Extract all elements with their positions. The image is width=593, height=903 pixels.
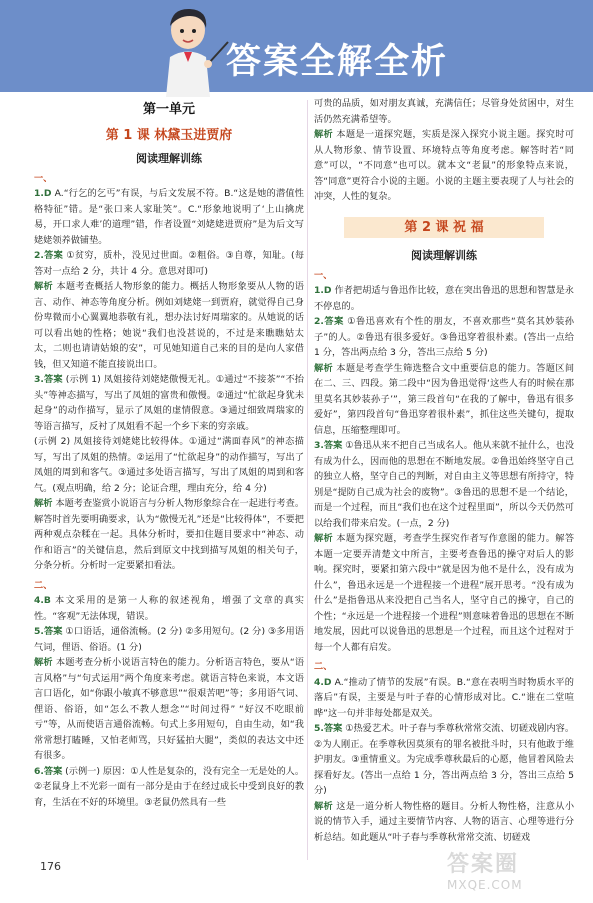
answer-paragraph: 解析 本题考查鉴赏小说语言与分析人物形象综合在一起进行考查。解答时首先要明确要求，认为“傲慢无礼”还是“比较得体”，不要把两种观点杂糅在一起。具体分析时，要扣住题目要求中“神态、动作和语言”的关键信息，然后到原文中找到描写凤姐的相关句子，分条分析。分析时一定要紧扣看法。 [34, 498, 305, 571]
section-marker: 二、 [34, 579, 53, 591]
right-continued-answers [314, 96, 574, 205]
page-title: 答案全解全析 [226, 42, 449, 82]
answer-paragraph: 解析 本题为探究题，考查学生探究作者写作意图的能力。解答本题一定要弄清楚文中所言，主要考查鲁迅的操守对后人的影响。探究时，要紧扣第六段中“就是因为他不是什么，没有成为什么”，鲁迅永远是一个进程接一个进程”展开思考。“没有成为什么”是指鲁迅从来没把自己当名人，坚守自己的操守，自己的个性；“永远是一个进程接一个进程”则意味着鲁迅的思想在不断地发展，因此可以说鲁迅的思想是一个过程，而且这个过程对于每一个人都有启发。 [314, 533, 575, 653]
answer-label: 解析 [314, 362, 334, 374]
answer-paragraph: 5.答案 ①口语话，通俗流畅。(2 分) ②多用短句。(2 分) ③多用语气词，俚语、俗语。(1 分) [34, 626, 304, 653]
page-number: 176 [40, 860, 61, 873]
section-marker: 一、 [314, 269, 333, 281]
answer-label: 解析 [34, 657, 53, 668]
section-title: 阅读理解训练 [411, 249, 477, 262]
left-column [34, 96, 304, 810]
answer-paragraph: 4.D A.“推动了情节的发展”有误。B.“意在表明当时物质水平的落后”有误，主要是与叶子春的心情形成对比。C.“谁在二堂喧哗”这一句并非每处都是双关。 [314, 676, 574, 719]
answer-label: 解析 [314, 129, 334, 140]
answer-paragraph: 5.答案 ①热爱艺术。叶子春与季尊秋常常交流、切磋戏剧内容。②为人刚正。在季尊秋因莫须有的罪名被批斗时，只有他敢于维护朋友。③重情重义。为完成季尊秋最后的心愿，他冒着风险去探看好友。(答出一点给 1 分，答出两点给 3 分，答出三点给 5 分) [314, 723, 575, 796]
answer-label: 5.答案 [314, 723, 343, 734]
answer-label: 2.答案 [34, 250, 64, 261]
answer-label: 4.D [314, 676, 332, 688]
page-body [0, 96, 593, 903]
teacher-illustration-icon [150, 2, 230, 97]
answer-paragraph: 1.D 作者把胡适与鲁迅作比较，意在突出鲁迅的思想和智慧是永不停息的。 [314, 285, 574, 312]
answer-label: 3.答案 [314, 440, 343, 451]
answer-label: 6.答案 [34, 765, 63, 777]
answer-paragraph: 1.D A.“行乞的乞丐”有误，与后文发展不符。B.“这是她的潜值性格特征”错。是“张口来人家耻笑”。C.“形象地说明了‘上山擒虎易，开口求人难’的道理”错，作者设置“刘姥姥进贾府”是为后文写姥姥领养做铺垫。 [34, 188, 304, 246]
answer-label: 解析 [314, 800, 334, 812]
answer-paragraph: 3.答案 ①鲁迅从来不把自己当成名人。他从来就不扯什么，也没有成为什么，因而他的思想在不断地发展。②鲁迅始终坚守自己的独立人格，坚守自己的判断，对自由主义等思想有所持守，特别是“提防自己成为社会的废物”。③鲁迅的思想不是一个结论，而是一个过程，而且“我们也在这个过程里面”，所以今天仍然可以给我们带来启发。(一点，2 分) [314, 440, 575, 529]
answer-label: 3.答案 [34, 374, 63, 385]
answer-paragraph: 6.答案 (示例一) 原因：①人性是复杂的，没有完全一无是处的人。②老鼠身上不光彩一面有一部分是由于在经过成长中受到良好的教育，生活在不好的环境里。③老鼠仍然具有一些 [34, 765, 305, 808]
left-answers [34, 171, 304, 811]
answer-paragraph: (示例 2) 凤姐接待刘姥姥比较得体。①通过“满面春风”的神态描写，写出了凤姐的热情。②运用了“忙欲起身”的动作描写，写出了凤姐的周到和客气。③通过多处语言描写，写出了凤姐的周到和客气。(观点明确，给 2 分；论证合理，理由充分，给 4 分) [34, 436, 304, 494]
watermark-logo [447, 847, 587, 899]
answer-paragraph: 2.答案 ①贫穷，质朴，没见过世面。②粗俗。③自尊，知耻。(每答对一点给 2 分，共计 4 分。意思对即可) [34, 250, 305, 277]
answer-label: 解析 [34, 498, 53, 509]
section-marker: 一、 [34, 172, 53, 184]
answer-paragraph: 3.答案 (示例 1) 凤姐接待刘姥姥傲慢无礼。①通过“不接茶”“不抬头”等神态描写，写出了凤姐的富贵和傲慢。②通过“忙欲起身犹未起身”的动作描写，显示了凤姐的虚情假意。③通过细致周瑞家的等语言描写，反衬了凤姐看不起一个乡下来的穷亲戚。 [34, 374, 304, 432]
section-marker: 二、 [314, 661, 333, 672]
answer-paragraph: 解析 本题是考查学生筛选整合文中重要信息的能力。答题区间在二、三、四段。第二段中“因为鲁迅觉得‘这些人有的时候在那里莫名其妙装孙子’”，第三段首句“在我的了解中，鲁迅有很多爱好”，第四段首句“鲁迅穿着很朴素”，抓住这些关键句，提取信息，压缩整理即可。 [314, 362, 575, 436]
answer-label: 解析 [314, 533, 334, 544]
answer-paragraph: 解析 这是一道分析人物性格的题目。分析人物性格，注意从小说的情节入手，通过主要情节内容、人物的语言、心理等进行分析总结。如此题从“叶子春与季尊秋常常交流、切磋戏 [314, 800, 575, 843]
answer-paragraph: 可贵的品质，如对朋友真诚，充满信任；尽管身处贫困中，对生活仍然充满希望等。 [314, 98, 574, 125]
answer-label: 4.B [34, 595, 51, 606]
watermark-text: 答案圈 [447, 852, 520, 877]
watermark-url: MXQE.COM [447, 878, 523, 892]
section-title: 阅读理解训练 [136, 152, 202, 165]
answer-label: 1.D [34, 188, 52, 199]
unit-title: 第一单元 [142, 102, 195, 117]
lesson-title: 第 2 课 祝 福 [344, 217, 544, 239]
right-column [314, 96, 574, 845]
header-banner [0, 0, 593, 92]
answer-label: 1.D [314, 285, 332, 296]
answer-label: 解析 [34, 281, 54, 292]
answer-paragraph: 解析 本题考查分析小说语言特色的能力。分析语言特色，要从“语言风格”与“句式运用”两个角度来考虑。就语言特色来说，本文语言口语化，如“你跟小敏真不够意思”“很艰苦吧”等；多用语气词、俚语、俗语，如“怎么不教人想念”“时间过得” “好汉不吃眼前亏”等，从而使语言通俗流畅。句式上多用短句，自由生动，如“我常常想打瞌睡，又怕老师骂，只好猛拍大腿”，类似的表达文中还有很多。 [34, 657, 305, 761]
answer-label: 5.答案 [34, 626, 63, 637]
right-answers [314, 268, 574, 846]
answer-label: 2.答案 [314, 316, 344, 327]
answer-paragraph: 解析 本题是一道探究题，实质是深入探究小说主题。探究时可从人物形象、情节设置、环境特点等角度考虑。解答时若“同意”可以，“不同意”也可以。就本文“老鼠”的形象特点来说，答“同意”更符合小说的主题。小说的主题主要表现了人与社会的冲突，人性的复杂。 [314, 129, 575, 202]
answer-paragraph: 4.B 本文采用的是第一人称的叙述视角，增强了文章的真实性。“客观”无法体现，错误。 [34, 595, 304, 622]
answer-paragraph: 2.答案 ①鲁迅喜欢有个性的朋友，不喜欢那些“莫名其妙装孙子”的人。②鲁迅有很多爱好。③鲁迅穿着很朴素。(答出一点给 1 分，答出两点给 3 分，答出三点给 5 分) [314, 316, 574, 358]
lesson-title: 第 1 课 林黛玉进贾府 [105, 127, 233, 143]
answer-paragraph: 解析 本题考查概括人物形象的能力。概括人物形象要从人物的语言、动作、神态等角度分析。例如刘姥姥一到贾府，就觉得自己身份卑微而小心翼翼地恭敬有礼，想办法讨好周瑞家的。从她说的话可以看出她的性格；她说“我们也没甚说的，不过是来瞧瞧姑太太，二则也请请姑娘的安”，可见她知道自己来的目的是向人家借钱，但又知道不能直接说出口。 [34, 281, 304, 370]
